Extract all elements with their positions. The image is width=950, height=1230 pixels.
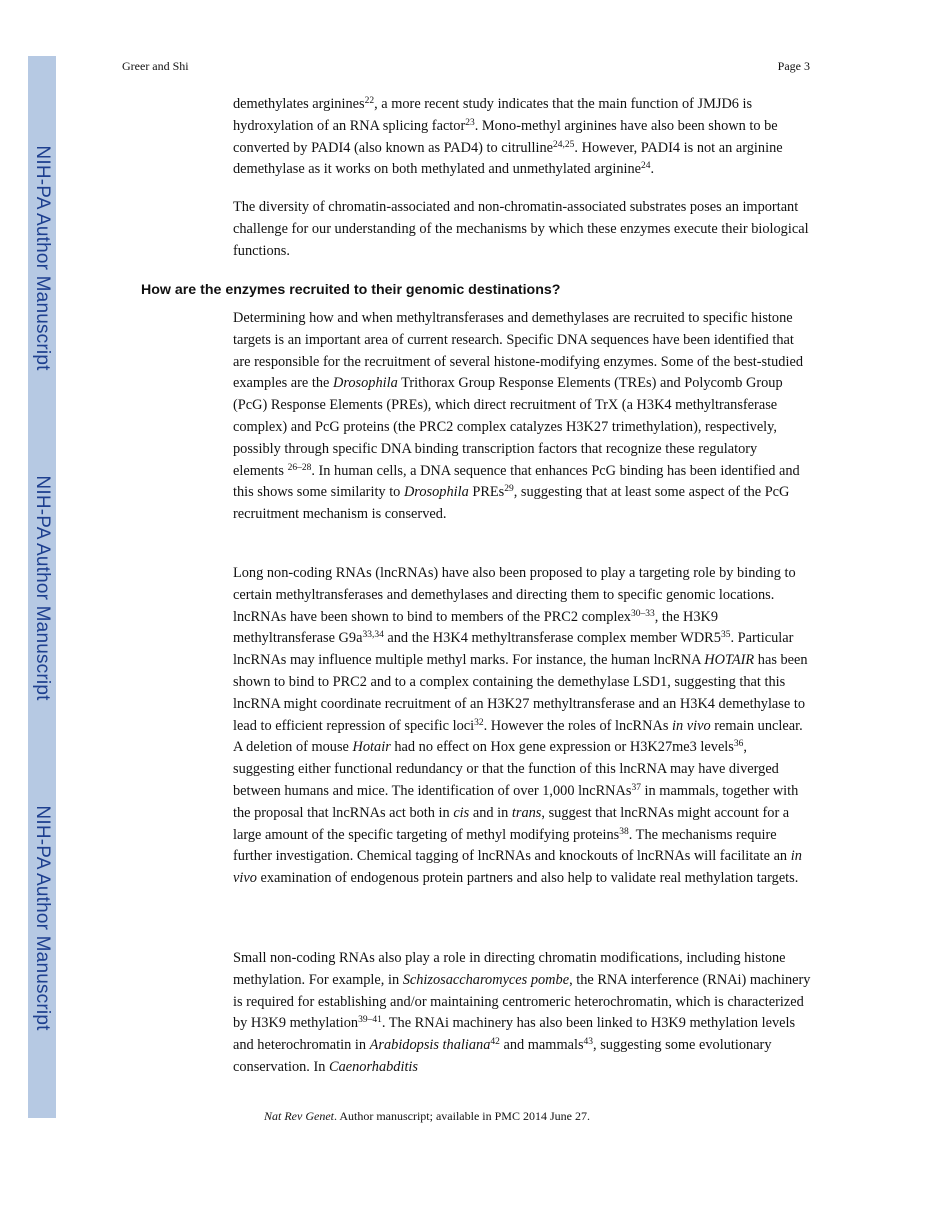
italic-term: cis [453,804,470,821]
section-heading: How are the enzymes recruited to their genomic destinations? [141,282,561,298]
text-run: , the RNA interference (RNAi) machinery is required for establishing and/or maintaining centromeric heterochromatin, which is characterized by H3K9 methylation [233,971,811,1032]
text-run: . The RNAi machinery has also been linked to H3K9 methylation levels and heterochromatin in [233,1015,796,1054]
paragraph-3 [233,308,811,526]
text-run: . However, PADI4 is not an arginine demethylase as it works on both methylated and unmethylated arginine [233,139,783,178]
text-run: , suggesting some evolutionary conservation. In [233,1037,772,1075]
text-run: and mammals [499,1037,584,1054]
italic-term: Drosophila [403,484,469,501]
citation-ref: 38 [619,826,629,837]
italic-term: Arabidopsis thaliana [369,1037,491,1054]
text-run: . The mechanisms require further investigation. Chemical tagging of lncRNAs and knockouts of lncRNAs will facilitate an [233,826,791,865]
text-run: PREs [468,484,505,501]
text-run: , the H3K9 methyltransferase G9a [233,608,719,647]
italic-term: Caenorhabditis [329,1058,418,1075]
citation-ref: 26–28 [287,462,312,473]
text-run: examination of endogenous protein partners and also help to validate real methylation targets. [256,870,799,887]
citation-ref: 22 [364,96,375,106]
citation-ref: 35 [720,630,731,641]
italic-term: in vivo [672,717,711,734]
text-run: . Mono-methyl arginines have also been shown to be converted by PADI4 (also known as PAD4) to citrulline [233,117,778,156]
running-head-authors: Greer and Shi [122,59,189,73]
citation-ref: 24 [641,161,651,172]
italic-term: HOTAIR [704,652,755,669]
text-run: demethylates arginines [233,96,365,112]
citation-ref: 24,25 [553,139,575,150]
text-run: , suggesting that at least some aspect of the PcG recruitment mechanism is conserved. [233,484,790,523]
paragraph-1 [233,94,811,181]
text-run: . Particular lncRNAs may influence multiple methyl marks. For instance, the human lncRNA [233,630,794,669]
citation-ref: 37 [631,782,641,793]
citation-ref: 23 [465,117,475,128]
text-run: . [650,161,655,178]
text-run: Trithorax Group Response Elements (TREs) and Polycomb Group (PcG) Response Elements (PREs), which direct recruitment of TrX (a H3K4 methyltransferase complex) and PcG proteins (the PRC2 complex catalyzes H3K27 trimethylation), respectively, possibly through specific DNA binding transcription factors that recognize these regulatory elements [233,375,783,479]
text-run: , suggesting either functional redundancy or that the function of this lncRNA may have diverged between humans and mice. The identification of over 1,000 lncRNAs [233,739,779,799]
text-run: remain unclear. A deletion of mouse [233,717,803,756]
italic-term: Drosophila [332,375,398,392]
text-run: , suggest that lncRNAs might account for a large amount of the specific targeting of methyl modifying proteins [233,804,790,843]
text-run: , a more recent study indicates that the main function of JMJD6 is hydroxylation of an RNA splicing factor [233,96,753,134]
manuscript-sidebar: NIH-PA Author Manuscript NIH-PA Author Manuscript NIH-PA Author Manuscript [28,56,56,1118]
text-run: has been shown to bind to PRC2 and to a complex containing the demethylase LSD1, suggesting that this lncRNA might coordinate recruitment of an H3K27 methyltransferase and an H3K4 demethylase to lead to efficient repression of specific loci [233,652,808,734]
paragraph-5 [233,948,811,1079]
citation-ref: 39–41 [358,1015,382,1026]
text-run: The diversity of chromatin-associated and non-chromatin-associated substrates poses an important challenge for our understanding of the mechanisms by which these enzymes execute their biological functions. [233,199,809,259]
footer-availability: . Author manuscript; available in PMC 2014 June 27. [333,1109,590,1123]
citation-ref: 29 [504,484,514,495]
citation-ref: 33,34 [362,630,384,641]
citation-ref: 30–33 [630,608,655,619]
journal-name: Nat Rev Genet [264,1109,334,1123]
italic-term: in vivo [233,848,802,887]
italic-term: Hotair [352,739,391,756]
page-number: Page 3 [777,59,810,73]
text-run: . However the roles of lncRNAs [483,717,673,734]
citation-ref: 42 [490,1037,500,1048]
italic-term: Schizosaccharomyces pombe [402,971,570,988]
text-run: Long non-coding RNAs (lncRNAs) have also been proposed to play a targeting role by binding to certain methyltransferases and demethylases and directing them to specific genomic locations. lncRNAs have been shown to bind to members of the PRC2 complex [233,565,796,625]
text-run: in mammals, together with the proposal that lncRNAs act both in [233,782,799,821]
citation-ref: 43 [583,1037,594,1048]
italic-term: trans [511,804,542,821]
paragraph-4 [233,563,811,890]
text-run: . In human cells, a DNA sequence that enhances PcG binding has been identified and this shows some similarity to [233,462,800,501]
text-run: Determining how and when methyltransferases and demethylases are recruited to specific histone targets is an important area of current research. Specific DNA sequences have been identified that are responsible for the recruitment of several histone-modifying enzymes. Some of the best-studied examples are the [233,310,803,392]
paragraph-2 [233,197,811,262]
text-run: and in [469,804,512,821]
text-run: Small non-coding RNAs also play a role in directing chromatin modifications, including histone methylation. For example, in [233,950,786,988]
text-run: had no effect on Hox gene expression or H3K27me3 levels [390,739,734,756]
text-run: and the H3K4 methyltransferase complex member WDR5 [383,630,721,647]
citation-ref: 32 [474,717,484,728]
citation-footer [264,1109,590,1124]
citation-ref: 36 [733,739,744,750]
